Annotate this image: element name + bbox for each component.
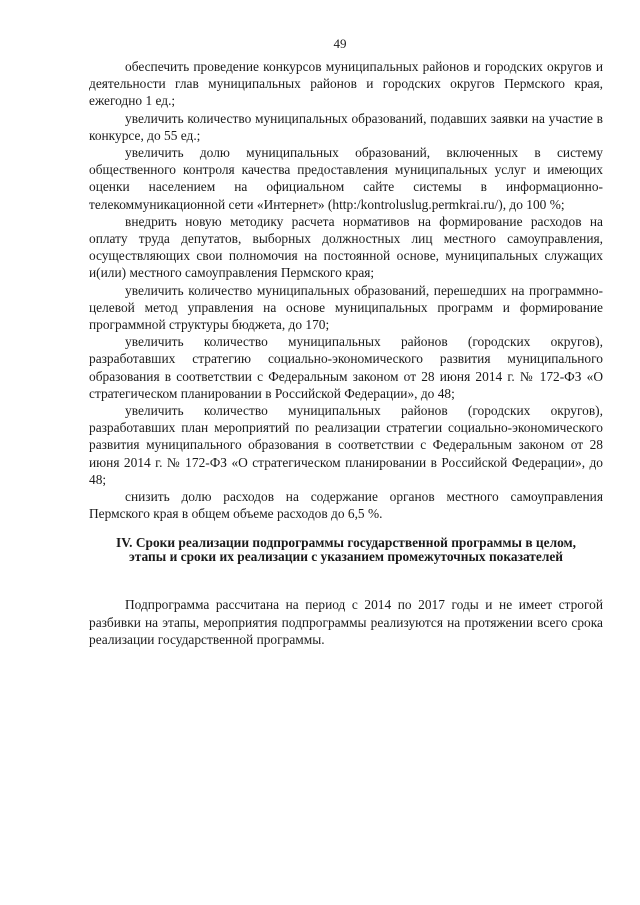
paragraph-contests: обеспечить проведение конкурсов муниципальных районов и городских округов и деятельности глав муниципальных районов и городских округов Пермского края, ежегодно 1 ед.; — [89, 59, 603, 109]
paragraph-action-plan: увеличить количество муниципальных районов (городских округов), разработавших план мероприятий по реализации стратегии социально-экономического развития муниципального образования в соответствии с Федеральным законом от 28 июня 2014 г. № 172-ФЗ «О стратегическом планировании в Российской Федерации», до 48; — [89, 403, 603, 487]
paragraph-program-method: увеличить количество муниципальных образований, перешедших на программно-целевой метод управления на основе муниципальных программ и формирование программной структуры бюджета, до 170; — [89, 282, 603, 333]
page-content — [89, 58, 603, 648]
paragraph-applications: увеличить количество муниципальных образований, подавших заявки на участие в конкурсе, до 55 ед.; — [89, 110, 603, 143]
paragraph-strategy: увеличить количество муниципальных районов (городских округов), разработавших стратегию социально-экономического развития муниципального образования в соответствии с Федеральным законом от 28 июня 2014 г. № 172-ФЗ «О стратегическом планировании в Российской Федерации», до 48; — [89, 334, 603, 401]
section-heading: IV. Сроки реализации подпрограммы государственной программы в целом, этапы и сроки их реализации с указанием промежуточных показателей — [115, 535, 576, 564]
paragraph-period: Подпрограмма рассчитана на период с 2014 по 2017 годы и не имеет строгой разбивки на этапы, мероприятия подпрограммы реализуются на протяжении всего срока реализации государственной программы. — [89, 597, 603, 647]
paragraph-new-methodology: внедрить новую методику расчета нормативов на формирование расходов на оплату труда депутатов, выборных должностных лиц местного самоуправления, осуществляющих свои полномочия на постоянной основе, муниципальных служащих и(или) местного самоуправления Пермского края; — [89, 213, 603, 281]
paragraph-public-control: увеличить долю муниципальных образований, включенных в систему общественного контроля качества предоставления муниципальных услуг и имеющих оценки населением на официальном сайте системы в информационно-телекоммуникационной сети «Интернет» (http:/kontroluslug.permkrai.ru/), до 100 %; — [89, 145, 603, 212]
page-number: 49 — [333, 36, 347, 51]
paragraph-expense-share: снизить долю расходов на содержание органов местного самоуправления Пермского края в общем объеме расходов до 6,5 %. — [89, 489, 603, 522]
